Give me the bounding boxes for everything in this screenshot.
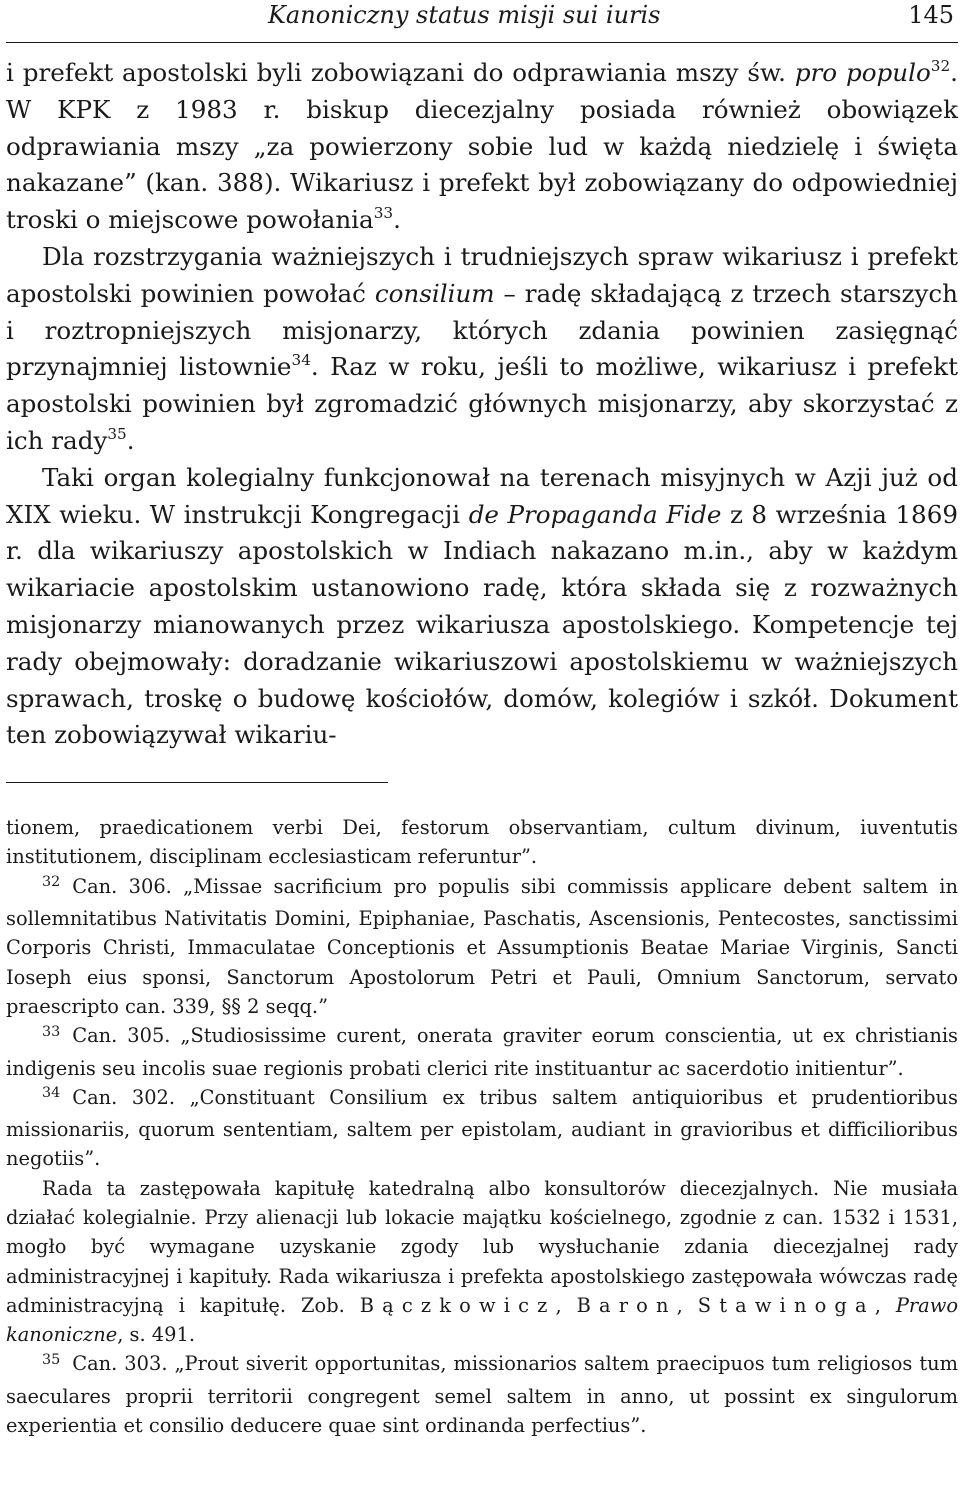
footnote-ref: 34 <box>291 351 311 370</box>
footnote-separator <box>6 782 388 783</box>
footnotes <box>6 813 958 1440</box>
paragraph-2 <box>6 239 958 460</box>
paragraph-1 <box>6 55 958 239</box>
footnote-34 <box>6 1083 958 1174</box>
author-name: Baron <box>576 1293 677 1317</box>
footnote-33 <box>6 1021 958 1083</box>
text-run: . W KPK z 1983 r. biskup diecezjalny posiada również obowiązek odprawiania mszy „za powierzony sobie lud w każdą niedzielę i święta nakazane” (kan. 388). Wikariusz i prefekt był zobowiązany do odpowiedniej troski o miejscowe powołania <box>6 58 958 235</box>
text-run: . <box>393 205 401 235</box>
footnote-ref: 32 <box>930 57 951 76</box>
text-run: . Raz w roku, jeśli to możliwe, wikariusz i prefekt apostolski powinien był zgromadzić głównych misjonarzy, aby skorzystać z ich rady <box>6 352 959 455</box>
footnote-number: 34 <box>42 1085 61 1102</box>
footnote-number: 33 <box>42 1023 61 1040</box>
main-text <box>6 55 958 754</box>
footnote-text: Can. 303. „Prout siverit opportunitas, missionarios saltem praecipuos tum religiosos tum saeculares proprii territorii congregent semel saltem in anno, ut possint ex singulorum experientia et consilio deducere quae sint ordinanda perfectius”. <box>6 1352 958 1438</box>
footnote-text: Rada ta zastępowała kapitułę katedralną albo konsultorów diecezjalnych. Nie musiała działać kolegialnie. Przy alienacji lub lokacie majątku kościelnego, zgodnie z can. 1532 i 1531, mogło być wymagane uzyskanie zgody lub wysłuchanie zdania diecezjalnej rady administracyjnej i kapituły. Rada wikariusza i prefekta apostolskiego zastępowała wówczas radę administracyjną i kapitułę. Zob. <box>6 1176 958 1317</box>
footnote-text: Can. 305. „Studiosissime curent, onerata graviter eorum conscientia, ut ex christianis indigenis seu incolis suae regionis probati clerici rite instituantur ac sacerdotio initientur”. <box>6 1024 958 1080</box>
author-name: Stawinoga <box>697 1293 875 1317</box>
footnote-text: , <box>676 1293 698 1317</box>
italic-term: de Propaganda Fide <box>468 499 722 529</box>
page-number: 145 <box>908 1 954 29</box>
text-run: Taki organ kolegialny funkcjonował na terenach misyjnych w Azji już od XIX wieku. W instrukcji Kongregacji <box>6 462 958 529</box>
author-name: Bączkowicz <box>359 1293 556 1317</box>
footnote-text: , <box>555 1293 577 1317</box>
text-run: – radę składającą z trzech starszych i roztropniejszych misjonarzy, których zdania powinien zasięgnąć przynajmniej listownie <box>6 278 958 382</box>
text-run: . <box>126 425 135 455</box>
book-page <box>6 0 958 1440</box>
paragraph-3 <box>6 460 958 754</box>
running-title: Kanoniczny status misji sui iuris <box>268 1 661 29</box>
footnote-34-continued <box>6 1174 958 1350</box>
running-header <box>6 0 958 43</box>
text-run: z 8 września 1869 r. dla wikariuszy apostolskich w Indiach nakazano m.in., aby w każdym wikariacie apostolskim ustanowiono radę, która składa się z rozważnych misjonarzy mianowanych przez wikariusza apostolskiego. Kompetencje tej rady obejmowały: doradzanie wikariuszowi apostolskiemu w ważniejszych sprawach, troskę o budowę kościołów, domów, kolegiów i szkół. Dokument ten zobowiązywał wikariu- <box>6 499 958 750</box>
footnote-text: Can. 306. „Missae sacrificium pro populis sibi commissis applicare debent saltem in sollemnitatibus Nativitatis Domini, Epiphaniae, Paschatis, Ascensionis, Pentecostes, sanctissimi Corporis Christi, Immaculatae Conceptionis et Assumptionis Beatae Mariae Virginis, Sancti Ioseph eius sponsi, Sanctorum Apostolorum Petri et Pauli, Omnium Sanctorum, servato praescripto can. 339, §§ 2 seqq.” <box>6 874 958 1018</box>
text-run: i prefekt apostolski byli zobowiązani do odprawiania mszy św. <box>6 58 795 87</box>
italic-term: pro populo <box>794 58 931 87</box>
footnote-32 <box>6 872 958 1021</box>
footnote-ref: 35 <box>107 425 127 444</box>
footnote-text: , s. 491. <box>117 1323 195 1347</box>
footnote-number: 35 <box>42 1352 61 1369</box>
text-run: Dla rozstrzygania ważniejszych i trudniejszych spraw wikariusz i prefekt apostolski powinien powołać <box>6 241 958 308</box>
book-title: Prawo kanoniczne <box>6 1293 959 1347</box>
footnote-number: 32 <box>42 874 61 891</box>
footnote-text: Can. 302. „Constituant Consilium ex tribus saltem antiquioribus et prudentioribus missionariis, quorum sententiam, saltem per epistolam, audiant in gravioribus et difficilioribus negotiis”. <box>6 1085 958 1171</box>
footnote-continuation: tionem, praedicationem verbi Dei, festorum observantiam, cultum divinum, iuventutis institutionem, disciplinam ecclesiasticam referuntur”. <box>6 816 958 869</box>
footnote-ref: 33 <box>373 204 394 223</box>
italic-term: consilium <box>374 278 495 308</box>
footnote-35 <box>6 1349 958 1440</box>
footnote-text: , <box>874 1293 896 1317</box>
